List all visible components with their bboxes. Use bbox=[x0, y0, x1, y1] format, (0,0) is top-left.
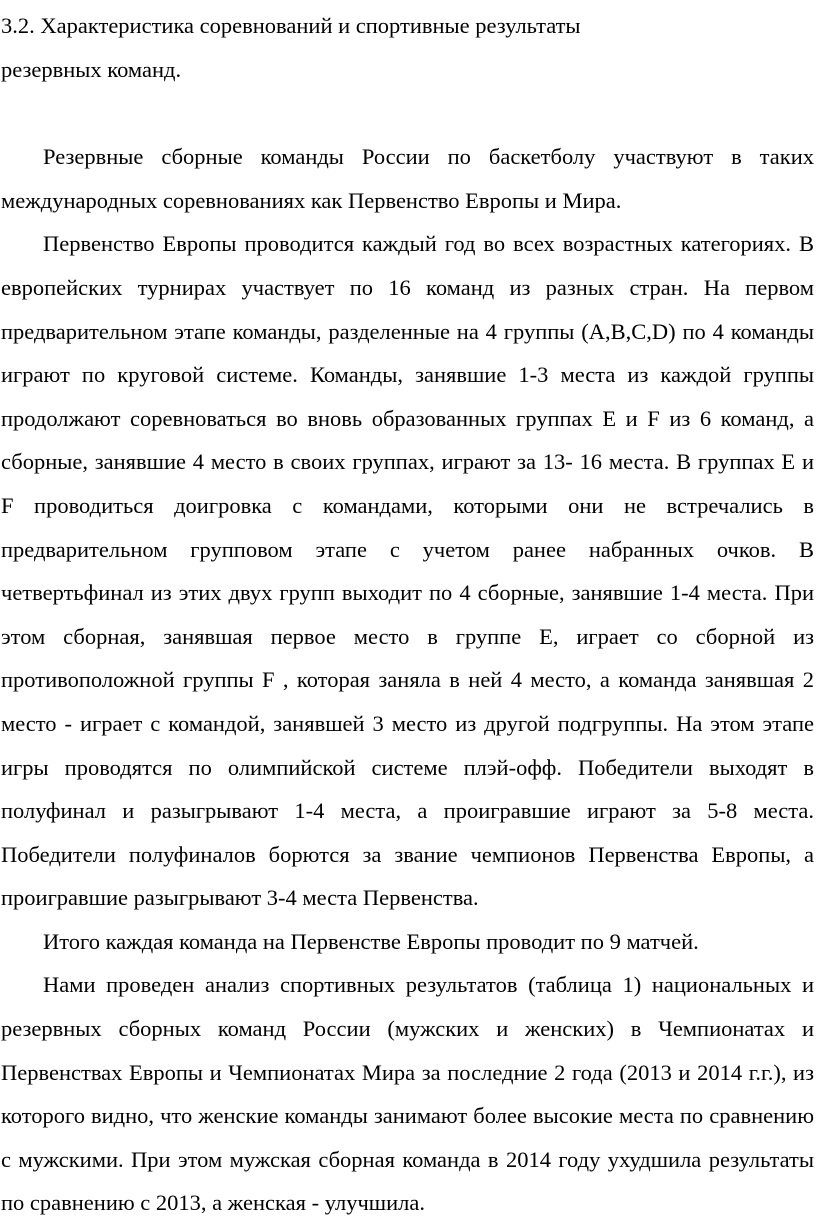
paragraph-results-analysis: Нами проведен анализ спортивных результатов (таблица 1) национальных и резервных сборных команд России (мужских и женских) в Чемпионатах и Первенствах Европы и Чемпионатах Мира за последние 2 года (2013 и 2014 г.г.), из которого видно, что женские команды занимают более высокие места по сравнению с мужскими. При этом мужская сборная команда в 2014 году ухудшила результаты по сравнению с 2013, а женская - улучшила. bbox=[1, 972, 814, 1216]
paragraph-intro: Резервные сборные команды России по баскетболу участвуют в таких международных соревнованиях как Первенство Европы и Мира. bbox=[1, 144, 814, 213]
paragraph-match-count: Итого каждая команда на Первенстве Европы проводит по 9 матчей. bbox=[43, 928, 699, 954]
paragraph-european-championship: Первенство Европы проводится каждый год во всех возрастных категориях. В европейских турнирах участвует по 16 команд из разных стран. На первом предварительном этапе команды, разделенные на 4 группы (A,B,C,D) по 4 команды играют по круговой системе. Команды, занявшие 1-3 места из каждой группы продолжают соревноваться во вновь образованных группах E и F из 6 команд, а сборные, занявшие 4 место в своих группах, играют за 13- 16 места. В группах E и F проводиться доигровка с командами, которыми они не встречались в предварительном групповом этапе с учетом ранее набранных очков. В четвертьфинал из этих двух групп выходит по 4 сборные, занявшие 1-4 места. При этом сборная, занявшая первое место в группе E, играет со сборной из противоположной группы F , которая заняла в ней 4 место, а команда занявшая 2 место - играет с командой, занявшей 3 место из другой подгруппы. На этом этапе игры проводятся по олимпийской системе плэй-офф. Победители выходят в полуфинал и разыгрывают 1-4 места, а проигравшие играют за 5-8 места. Победители полуфиналов борются за звание чемпионов Первенства Европы, а проигравшие разыгрывают 3-4 места Первенства. bbox=[1, 231, 814, 911]
section-heading: 3.2. Характеристика соревнований и спортивные результаты резервных команд. bbox=[1, 13, 581, 82]
